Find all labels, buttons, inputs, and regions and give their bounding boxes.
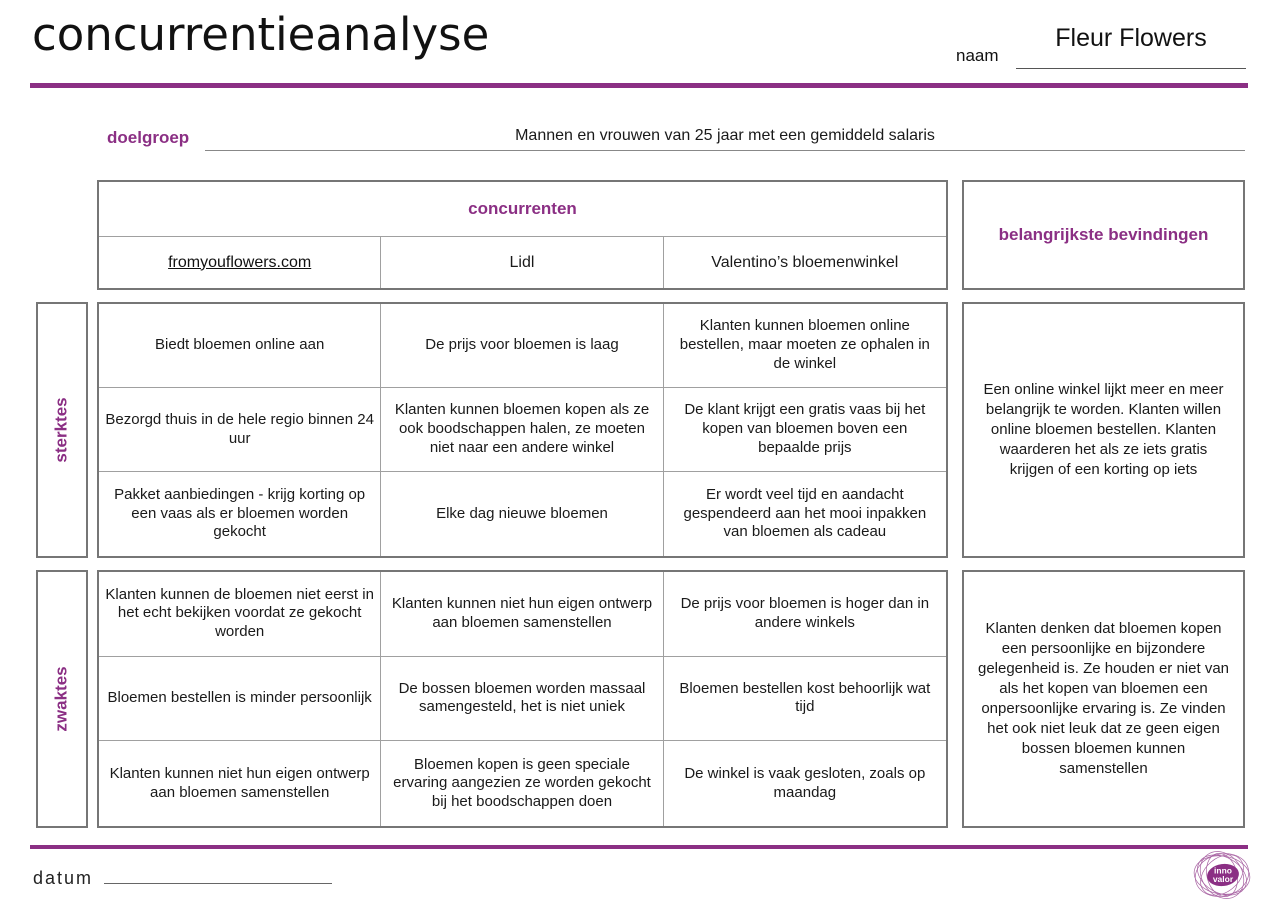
- zwaktes-bevindingen-text: Klanten denken dat bloemen kopen een persoonlijke en bijzondere gelegenheid is. Ze houden er niet van als het kopen van bloemen een onpersoonlijke ervaring is. Ze vinden het ook niet leuk dat ze geen eigen bossen bloemen kunnen samenstellen: [977, 620, 1229, 777]
- sterktes-cell: De prijs voor bloemen is laag: [381, 304, 663, 388]
- zwaktes-label-box: [36, 570, 88, 828]
- competitor-header-valentino: Valentino’s bloemenwinkel: [711, 253, 899, 271]
- sterktes-cell: Biedt bloemen online aan: [99, 304, 381, 388]
- doelgroep-label: doelgroep: [107, 128, 190, 147]
- sterktes-bevindingen-box: [962, 302, 1245, 558]
- concurrenten-header: concurrenten: [468, 199, 577, 218]
- sterktes-label: sterktes: [52, 397, 71, 463]
- sterktes-cell: De klant krijgt een gratis vaas bij het kopen van bloemen boven een bepaalde prijs: [664, 388, 946, 472]
- sterktes-cell: Pakket aanbiedingen - krijg korting op een vaas als er bloemen worden gekocht: [99, 472, 381, 556]
- sterktes-bevindingen-text: Een online winkel lijkt meer en meer belangrijk te worden. Klanten willen online bloemen bestellen. Klanten waarderen het als ze iets gratis krijgen of een korting op iets: [983, 381, 1224, 478]
- zwaktes-cell: De winkel is vaak gesloten, zoals op maandag: [684, 764, 926, 801]
- footer-divider: [30, 845, 1248, 849]
- naam-value: Fleur Flowers: [1055, 24, 1207, 52]
- sterktes-cell: Bezorgd thuis in de hele regio binnen 24 uur: [99, 388, 381, 472]
- sterktes-grid: [97, 302, 948, 558]
- zwaktes-cell: Bloemen bestellen kost behoorlijk wat tijd: [664, 657, 946, 742]
- logo-text-line2: valor: [1212, 874, 1234, 884]
- bevindingen-header-box: [962, 180, 1245, 290]
- sterktes-cell: Klanten kunnen bloemen kopen als ze ook boodschappen halen, ze moeten niet naar een andere winkel: [381, 388, 663, 472]
- doelgroep-underline: [205, 150, 1245, 151]
- zwaktes-cell: Bloemen kopen is geen speciale ervaring aangezien ze worden gekocht bij het boodschappen doen: [381, 741, 663, 826]
- sterktes-cell: Elke dag nieuwe bloemen: [381, 472, 663, 556]
- datum-label: datum: [33, 868, 94, 888]
- competitor-header-fromyouflowers: [99, 237, 381, 288]
- zwaktes-cell: Klanten kunnen niet hun eigen ontwerp aan bloemen samenstellen: [381, 572, 663, 657]
- naam-label: naam: [956, 46, 999, 65]
- doelgroep-value: Mannen en vrouwen van 25 jaar met een gemiddeld salaris: [515, 127, 935, 144]
- sterktes-cell: Er wordt veel tijd en aandacht gespendeerd aan het mooi inpakken van bloemen als cadeau: [683, 485, 927, 541]
- logo-text-line1: inno: [1214, 865, 1232, 876]
- zwaktes-cell: De bossen bloemen worden massaal samengesteld, het is niet uniek: [381, 657, 663, 742]
- sterktes-cell: Klanten kunnen bloemen online bestellen, maar moeten ze ophalen in de winkel: [664, 304, 946, 388]
- header-divider: [30, 83, 1248, 88]
- zwaktes-cell: Klanten kunnen niet hun eigen ontwerp aan bloemen samenstellen: [99, 741, 381, 826]
- zwaktes-cell: Bloemen bestellen is minder persoonlijk: [99, 657, 381, 742]
- sterktes-label-box: [36, 302, 88, 558]
- zwaktes-label: zwaktes: [52, 666, 72, 732]
- zwaktes-grid: [97, 570, 948, 828]
- concurrenten-header-box: [97, 180, 948, 290]
- zwaktes-cell: Klanten kunnen de bloemen niet eerst in het echt bekijken voordat ze gekocht worden: [99, 572, 381, 657]
- zwaktes-bevindingen-box: [962, 570, 1245, 828]
- datum-underline: [104, 883, 332, 884]
- naam-underline: [1016, 68, 1246, 69]
- fromyouflowers-link[interactable]: fromyouflowers.com: [168, 253, 312, 271]
- zwaktes-cell: De prijs voor bloemen is hoger dan in andere winkels: [664, 572, 946, 657]
- competitor-header-lidl: Lidl: [381, 237, 663, 288]
- innovalor-logo: [1192, 850, 1254, 900]
- page-title: concurrentieanalyse: [32, 8, 490, 61]
- bevindingen-header: belangrijkste bevindingen: [998, 225, 1209, 244]
